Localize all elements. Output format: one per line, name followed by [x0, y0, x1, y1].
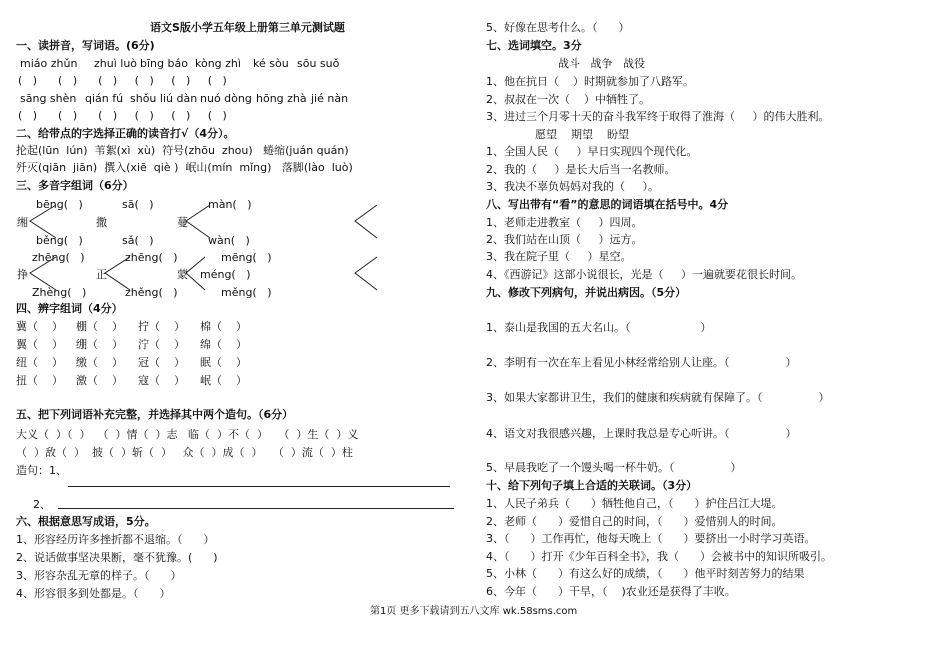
section-10-heading: 十、给下列句子填上合适的关联词。（3分） [486, 479, 698, 492]
polyphone-reading: běng( ) [36, 234, 83, 247]
polyphone-reading: měng( ) [221, 286, 272, 299]
page-title: 语文S版小学五年级上册第三单元测试题 [150, 21, 345, 34]
section-6-heading: 六、根据意思写成语，5分。 [16, 515, 156, 528]
polyphone-char: 正 [96, 268, 107, 281]
pinyin-word: sōu suǒ [297, 57, 340, 70]
pinyin-word: sāng shèn [20, 92, 77, 105]
pinyin-word: miáo zhǔn [20, 57, 78, 70]
fill-question: 2、叔叔在一次（ ）中牺牲了。 [486, 93, 650, 106]
page-footer: 第1页 更多下载请到五八文库 wk.58sms.com [370, 606, 578, 617]
section-5-heading: 五、把下列词语补充完整，并选择其中两个造句。（6分） [16, 408, 294, 421]
char-item: 绵（ ） [200, 338, 247, 351]
polyphone-reading: zhēng( ) [125, 251, 178, 264]
pinyin-word: nuó dòng [200, 92, 252, 105]
polyphone-reading: sǎ( ) [122, 234, 154, 247]
bracket [355, 205, 377, 238]
pinyin-word: bīng báo [140, 57, 188, 70]
answer-line [58, 508, 454, 509]
idiom-line: 大义（ ）（ ） （ ）情（ ）志 临（ ）不（ ） （ ）生（ ）义 [16, 428, 359, 441]
idiom-question: 5、好像在思考什么。（ ） [486, 21, 630, 34]
conjunction-question: 6、今年（ ）干旱，（ )农业还是获得了丰收。 [486, 585, 736, 598]
char-item: 激（ ） [76, 374, 123, 387]
answer-blanks: ( ) ( ) ( ) ( ) ( ) ( ) [18, 109, 227, 122]
char-item: 冀（ ） [16, 320, 63, 333]
polyphone-char: 蒙 [177, 268, 188, 281]
answer-blanks: ( ) ( ) ( ) ( ) ( ) ( ) [18, 74, 227, 87]
idiom-question: 3、形容杂乱无章的样子。（ ） [16, 569, 182, 582]
conjunction-question: 1、人民子弟兵（ ）牺牲他自己，（ ）护住吕江大堤。 [486, 497, 783, 510]
polyphone-reading: mēng( ) [221, 251, 272, 264]
fill-question: 3、我决不辜负妈妈对我的（ ）。 [486, 180, 659, 193]
sentence-fix-question: 2、李明有一次在车上看见小林经常给别人让座。（ ） [486, 356, 797, 369]
sentence-fix-question: 1、泰山是我国的五大名山。（ ） [486, 321, 712, 334]
section-1-heading: 一、读拼音，写词语。(6分) [16, 39, 155, 52]
polyphone-reading: Zhèng( ) [32, 286, 87, 299]
pinyin-word: jié nàn [311, 92, 349, 105]
pinyin-word: kòng zhì [195, 57, 241, 70]
polyphone-reading: zhēng( ) [32, 251, 85, 264]
fill-question: 1、全国人民（ ）早日实现四个现代化。 [486, 145, 698, 158]
section-9-heading: 九、修改下列病句，并说出病因。（5分） [486, 286, 687, 299]
char-item: 泞（ ） [138, 338, 185, 351]
polyphone-reading: méng( ) [200, 268, 251, 281]
conjunction-question: 5、小林（ ）有这么好的成绩，（ ）他平时刻苦努力的结果 [486, 567, 805, 580]
bracket [355, 257, 377, 290]
polyphone-reading: zhěng( ) [125, 286, 178, 299]
polyphone-char: 蔓 [177, 216, 188, 229]
polyphone-reading: màn( ) [208, 198, 252, 211]
conjunction-question: 2、老师（ ）爱惜自己的时间，（ ）爱惜别人的时间。 [486, 515, 783, 528]
fill-question: 3、进过三个月零十天的奋斗我军终于取得了淮海（ ）的伟大胜利。 [486, 110, 830, 123]
sentence-label: 2、 [33, 498, 51, 511]
fill-question: 4、《西游记》这部小说很长，光是（ ）一遍就要花很长时间。 [486, 268, 802, 281]
char-item: 棉（ ） [200, 320, 247, 333]
idiom-line: （ ）敌（ ） 披（ ）斩（ ） 众（ ）成（ ） （ ）流（ ）柱 [16, 446, 353, 459]
fill-question: 2、我们站在山顶（ ）远方。 [486, 233, 643, 246]
char-item: 扭（ ） [16, 374, 63, 387]
bracket [186, 205, 210, 238]
char-item: 拧（ ） [138, 320, 185, 333]
section-4-heading: 四、辨字组词（4分） [16, 302, 123, 315]
idiom-question: 4、形容很多到处都是。（ ） [16, 587, 171, 600]
word-choices: 战斗 战争 战役 [558, 57, 645, 70]
idiom-question: 2、说话做事坚决果断，毫不犹豫。( ) [16, 551, 218, 564]
char-item: 翼（ ） [16, 338, 63, 351]
polyphone-char: 撒 [96, 216, 107, 229]
polyphone-reading: sā( ) [122, 198, 154, 211]
char-item: 岷（ ） [200, 374, 247, 387]
reading-choice-line: 抡起(lūn lún) 苇絮(xì xù) 符号(zhōu zhou) 蜷缩(juán quán) [16, 144, 349, 157]
polyphone-char: 缃 [17, 216, 28, 229]
reading-choice-line: 歼灭(qiān jiān) 撰入(xiē qiè ) 岷山(mín mǐng) 落脚(lào luò) [16, 161, 353, 174]
polyphone-char: 挣 [17, 268, 28, 281]
idiom-question: 1、形容经历许多挫折都不退缩。（ ） [16, 533, 215, 546]
sentence-fix-question: 5、早晨我吃了一个馒头喝一杯牛奶。（ ） [486, 461, 742, 474]
section-8-heading: 八、写出带有“看”的意思的词语填在括号中。4分 [486, 198, 729, 211]
char-item: 棚（ ） [76, 320, 123, 333]
section-3-heading: 三、多音字组词（6分） [16, 179, 134, 192]
fill-question: 3、我在院子里（ ）星空。 [486, 250, 632, 263]
conjunction-question: 4、（ ）打开《少年百科全书》，我（ ）会被书中的知识所吸引。 [486, 550, 832, 563]
fill-question: 1、老师走进教室（ ）四周。 [486, 216, 643, 229]
fill-question: 1、他在抗日（ ）时期就参加了八路军。 [486, 75, 694, 88]
pinyin-word: zhuì luò [94, 57, 138, 70]
sentence-fix-question: 4、语文对我很感兴趣，上课时我总是专心听讲。（ ） [486, 427, 797, 440]
sentence-label: 造句：1、 [16, 464, 67, 477]
sentence-fix-question: 3、如果大家都讲卫生，我们的健康和疾病就有保障了。（ ） [486, 391, 830, 404]
char-item: 缴（ ） [76, 356, 123, 369]
char-item: 绷（ ） [76, 338, 123, 351]
polyphone-reading: bēng( ) [36, 198, 83, 211]
char-item: 眠（ ） [200, 356, 247, 369]
section-7-heading: 七、选词填空。3分 [486, 39, 582, 52]
pinyin-word: hōng zhà [256, 92, 307, 105]
fill-question: 2、我的（ ）是长大后当一名教师。 [486, 163, 676, 176]
answer-line [68, 486, 450, 487]
word-choices: 愿望 期望 盼望 [535, 128, 629, 141]
pinyin-word: shǒu liú dàn [130, 92, 198, 105]
pinyin-word: ké sòu [253, 57, 289, 70]
conjunction-question: 3、（ ）工作再忙，他每天晚上（ ）要挤出一小时学习英语。 [486, 532, 816, 545]
char-item: 冠（ ） [138, 356, 185, 369]
char-item: 寇（ ） [138, 374, 185, 387]
char-item: 纽（ ） [16, 356, 63, 369]
section-2-heading: 二、给带点的字选择正确的读音打√（4分）。 [16, 127, 235, 140]
polyphone-reading: wàn( ) [208, 234, 250, 247]
pinyin-word: qián fú [85, 92, 124, 105]
